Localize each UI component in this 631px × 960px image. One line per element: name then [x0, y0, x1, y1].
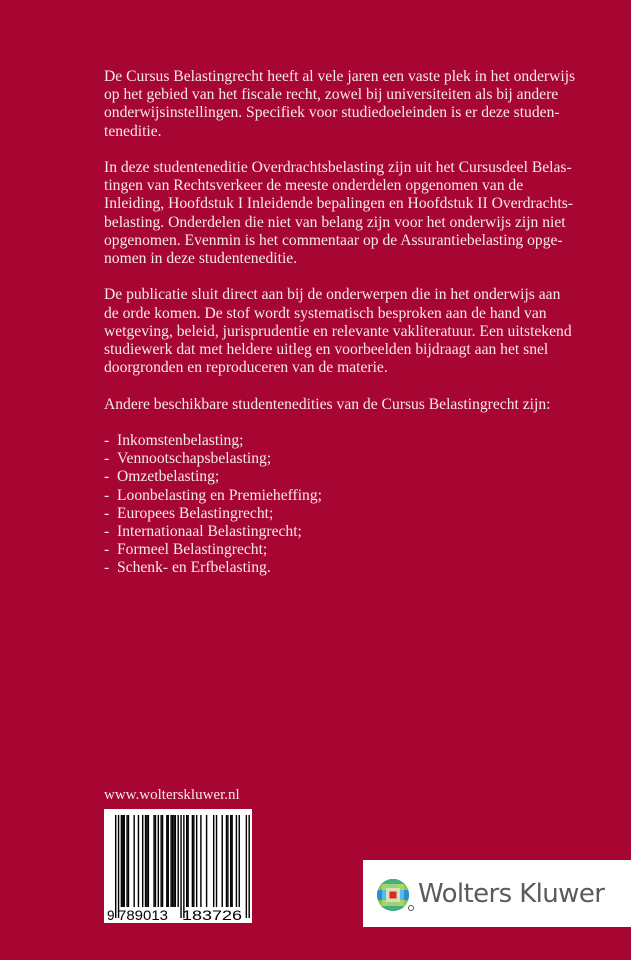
- list-item-label: Omzetbelasting;: [117, 468, 220, 486]
- text-line: tingen van Rechtsverkeer de meeste onderdelen opgenomen van de: [104, 177, 524, 195]
- barcode-first-digit: 9: [107, 908, 115, 923]
- list-bullet: -: [104, 468, 110, 486]
- list-item-label: Internationaal Belastingrecht;: [117, 523, 302, 541]
- isbn-barcode: [104, 809, 252, 923]
- text-line: Andere beschikbare studentenedities van de Cursus Belastingrecht zijn:: [104, 395, 551, 413]
- list-item-label: Schenk- en Erfbelasting.: [117, 559, 271, 577]
- list-item-label: Vennootschapsbelasting;: [117, 450, 272, 468]
- paragraph-intro: [104, 68, 576, 141]
- list-item-label: Formeel Belastingrecht;: [117, 541, 268, 559]
- barcode-icon: [104, 809, 252, 923]
- list-item-label: Inkomstenbelasting;: [117, 432, 244, 449]
- barcode-left-digits: 789013: [118, 908, 168, 923]
- list-item: [104, 523, 564, 541]
- text-line: De publicatie sluit direct aan bij de onderwerpen die in het onderwijs aan: [104, 286, 561, 304]
- publisher-logo: [363, 860, 631, 927]
- list-item-label: Europees Belastingrecht;: [117, 504, 274, 522]
- text-line: doorgronden en reproduceren van de materie.: [104, 359, 388, 377]
- list-item-label: Loonbelasting en Premieheffing;: [117, 486, 322, 504]
- cover-description: [104, 68, 576, 578]
- text-line: de orde komen. De stof wordt systematisch besproken aan de hand van: [104, 304, 547, 322]
- text-line: nomen in deze studenteneditie.: [104, 250, 298, 268]
- publisher-name: Wolters Kluwer: [418, 879, 605, 909]
- text-line: wetgeving, beleid, jurisprudentie en relevante vakliteratuur. Een uitstekend: [104, 322, 572, 340]
- globe-logo-icon: [376, 878, 410, 912]
- text-line: Inleiding, Hoofdstuk I Inleidende bepalingen en Hoofdstuk II Overdrachts-: [104, 195, 573, 213]
- list-bullet: -: [104, 523, 110, 541]
- text-line: In deze studenteneditie Overdrachtsbelasting zijn uit het Cursusdeel Belas-: [104, 159, 572, 176]
- paragraph-other-editions: [104, 396, 564, 414]
- registered-mark-icon: [408, 905, 414, 911]
- list-item: [104, 468, 564, 486]
- list-bullet: -: [104, 450, 110, 468]
- text-line: teneditie.: [104, 122, 162, 140]
- list-item: [104, 432, 564, 450]
- list-bullet: -: [104, 432, 110, 449]
- text-line: belasting. Onderdelen die niet van belang zijn voor het onderwijs zijn niet: [104, 213, 566, 231]
- website-link[interactable]: www.wolterskluwer.nl: [104, 787, 240, 803]
- list-item: [104, 505, 564, 523]
- list-item: [104, 487, 564, 505]
- list-bullet: -: [104, 559, 110, 577]
- text-line: opgenomen. Evenmin is het commentaar op de Assurantiebelasting opge-: [104, 231, 563, 249]
- text-line: De Cursus Belastingrecht heeft al vele jaren een vaste plek in het onderwijs: [104, 68, 576, 85]
- list-bullet: -: [104, 504, 110, 522]
- list-bullet: -: [104, 486, 110, 504]
- list-item: [104, 450, 564, 468]
- list-item: [104, 559, 564, 577]
- paragraph-contents: [104, 159, 573, 268]
- list-bullet: -: [104, 541, 110, 559]
- barcode-right-digits: 183726: [182, 908, 242, 923]
- paragraph-publication: [104, 286, 572, 377]
- editions-list: [104, 432, 564, 578]
- text-line: op het gebied van het fiscale recht, zowel bij universiteiten als bij andere: [104, 86, 559, 104]
- list-item: [104, 541, 564, 559]
- text-line: onderwijsinstellingen. Specifiek voor studiedoeleinden is er deze studen-: [104, 104, 560, 122]
- text-line: studiewerk dat met heldere uitleg en voorbeelden bijdraagt aan het snel: [104, 341, 549, 359]
